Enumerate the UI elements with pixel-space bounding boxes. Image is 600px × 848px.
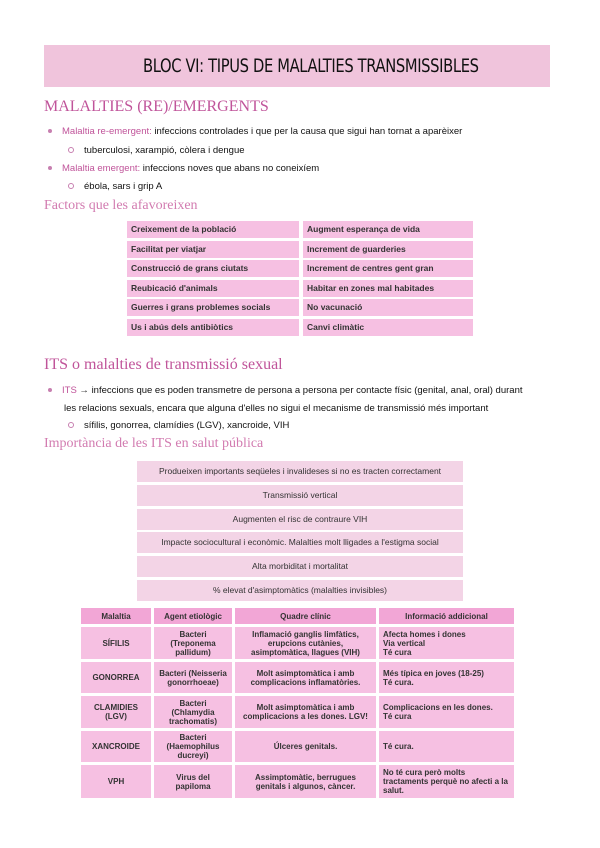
bullet-emergent: [48, 163, 319, 174]
table-cell: Virus del papiloma: [154, 765, 232, 798]
table-cell: Bacteri (Treponema pallidum): [154, 627, 232, 659]
title-bar: [44, 45, 550, 87]
bullet-dot-icon: [48, 166, 52, 170]
header-cell: Quadre clínic: [235, 608, 376, 624]
table-cell: Inflamació ganglis limfàtics, erupcions cutànies, asimptomàtica, llagues (VIH): [235, 627, 376, 659]
importance-heading: Importància de les ITS en salut pública: [44, 436, 264, 451]
factor-cell: Creixement de la població: [127, 221, 299, 238]
importance-item: Transmissió vertical: [137, 485, 463, 506]
table-cell: Té cura.: [379, 731, 514, 762]
bullet-text: infeccions controlades i que per la causa que sigui han tornat a aparèixer: [151, 126, 463, 137]
factor-cell: Augment esperança de vida: [303, 221, 473, 238]
header-cell: Informació addicional: [379, 608, 514, 624]
table-cell: Complicacions en les dones. Té cura: [379, 696, 514, 728]
bullet-dot-icon: [48, 388, 52, 392]
factor-cell: Reubicació d'animals: [127, 280, 299, 297]
factor-cell: Increment de centres gent gran: [303, 260, 473, 277]
table-cell: Assimptomàtic, berrugues genitals i algunos, càncer.: [235, 765, 376, 798]
table-row: [81, 627, 514, 659]
table-row: [81, 731, 514, 762]
table-cell: CLAMIDIES (LGV): [81, 696, 151, 728]
importance-item: % elevat d'asimptomàtics (malalties invisibles): [137, 580, 463, 601]
bullet-label: ITS: [62, 385, 77, 396]
importance-item: Augmenten el risc de contraure VIH: [137, 509, 463, 530]
bullet-its: [48, 385, 523, 396]
table-row: [81, 662, 514, 693]
table-cell: Molt asimptomàtica i amb complicacions a les dones. LGV!: [235, 696, 376, 728]
table-cell: Bacteri (Haemophilus ducreyi): [154, 731, 232, 762]
factor-cell: Facilitat per viatjar: [127, 241, 299, 258]
importance-item: Alta morbiditat i mortalitat: [137, 556, 463, 577]
bullet-text: infeccions noves que abans no coneixíem: [140, 163, 320, 174]
factor-cell: Guerres i grans problemes socials: [127, 299, 299, 316]
bullet-ring-icon: [68, 147, 74, 153]
factors-heading: Factors que les afavoreixen: [44, 198, 198, 213]
sub-bullet-text: tuberculosi, xarampió, còlera i dengue: [84, 145, 245, 156]
bullet-dot-icon: [48, 129, 52, 133]
table-cell: Més típica en joves (18-25) Té cura.: [379, 662, 514, 693]
header-cell: Agent etiològic: [154, 608, 232, 624]
table-cell: No té cura però molts tractaments perquè no afecti a la salut.: [379, 765, 514, 798]
importance-item: Produeixen importants seqüeles i invalideses si no es tracten correctament: [137, 461, 463, 482]
factor-cell: Us i abús dels antibiòtics: [127, 319, 299, 336]
table-cell: XANCROIDE: [81, 731, 151, 762]
table-cell: SÍFILIS: [81, 627, 151, 659]
table-cell: GONORREA: [81, 662, 151, 693]
sub-bullet-text: ébola, sars i grip A: [84, 181, 163, 192]
bullet-ring-icon: [68, 183, 74, 189]
factor-cell: Canvi climàtic: [303, 319, 473, 336]
factor-cell: Increment de guarderies: [303, 241, 473, 258]
its-table: [78, 605, 517, 801]
bullet-label: Malaltia emergent:: [62, 163, 141, 174]
sub-bullet-its: [68, 420, 289, 431]
table-row: [81, 765, 514, 798]
bullet-text: infeccions que es poden transmetre de persona a persona per contacte físic (genital, anal, oral) durant: [91, 385, 523, 396]
arrow-icon: →: [76, 385, 92, 396]
table-cell: Bacteri (Chlamydia trachomatis): [154, 696, 232, 728]
bullet-reemergent: [48, 126, 462, 137]
header-cell: Malaltia: [81, 608, 151, 624]
table-cell: Bacteri (Neisseria gonorrhoeae): [154, 662, 232, 693]
table-cell: Afecta homes i dones Via vertical Té cura: [379, 627, 514, 659]
table-cell: Molt asimptomàtica i amb complicacions inflamatòries.: [235, 662, 376, 693]
sub-bullet-emergent: [68, 181, 162, 192]
section-heading-its: ITS o malalties de transmissió sexual: [44, 356, 283, 373]
factor-cell: No vacunació: [303, 299, 473, 316]
table-cell: Úlceres genitals.: [235, 731, 376, 762]
bullet-label: Malaltia re-emergent:: [62, 126, 152, 137]
sub-bullet-text: sífilis, gonorrea, clamídies (LGV), xancroide, VIH: [84, 420, 290, 431]
section-heading-emergents: MALALTIES (RE)/EMERGENTS: [44, 98, 269, 115]
sub-bullet-reemergent: [68, 145, 245, 156]
bullet-ring-icon: [68, 422, 74, 428]
factor-cell: Habitar en zones mal habitades: [303, 280, 473, 297]
table-row: [81, 696, 514, 728]
importance-item: Impacte sociocultural i econòmic. Malalties molt lligades a l'estigma social: [137, 532, 463, 553]
table-cell: VPH: [81, 765, 151, 798]
table-header-row: [81, 608, 514, 624]
bullet-its-cont: les relacions sexuals, encara que alguna d'elles no sigui el mecanisme de transmissió més important: [64, 403, 489, 414]
page-title: BLOC VI: TIPUS DE MALALTIES TRANSMISSIBLES: [143, 55, 479, 77]
factor-cell: Construcció de grans ciutats: [127, 260, 299, 277]
